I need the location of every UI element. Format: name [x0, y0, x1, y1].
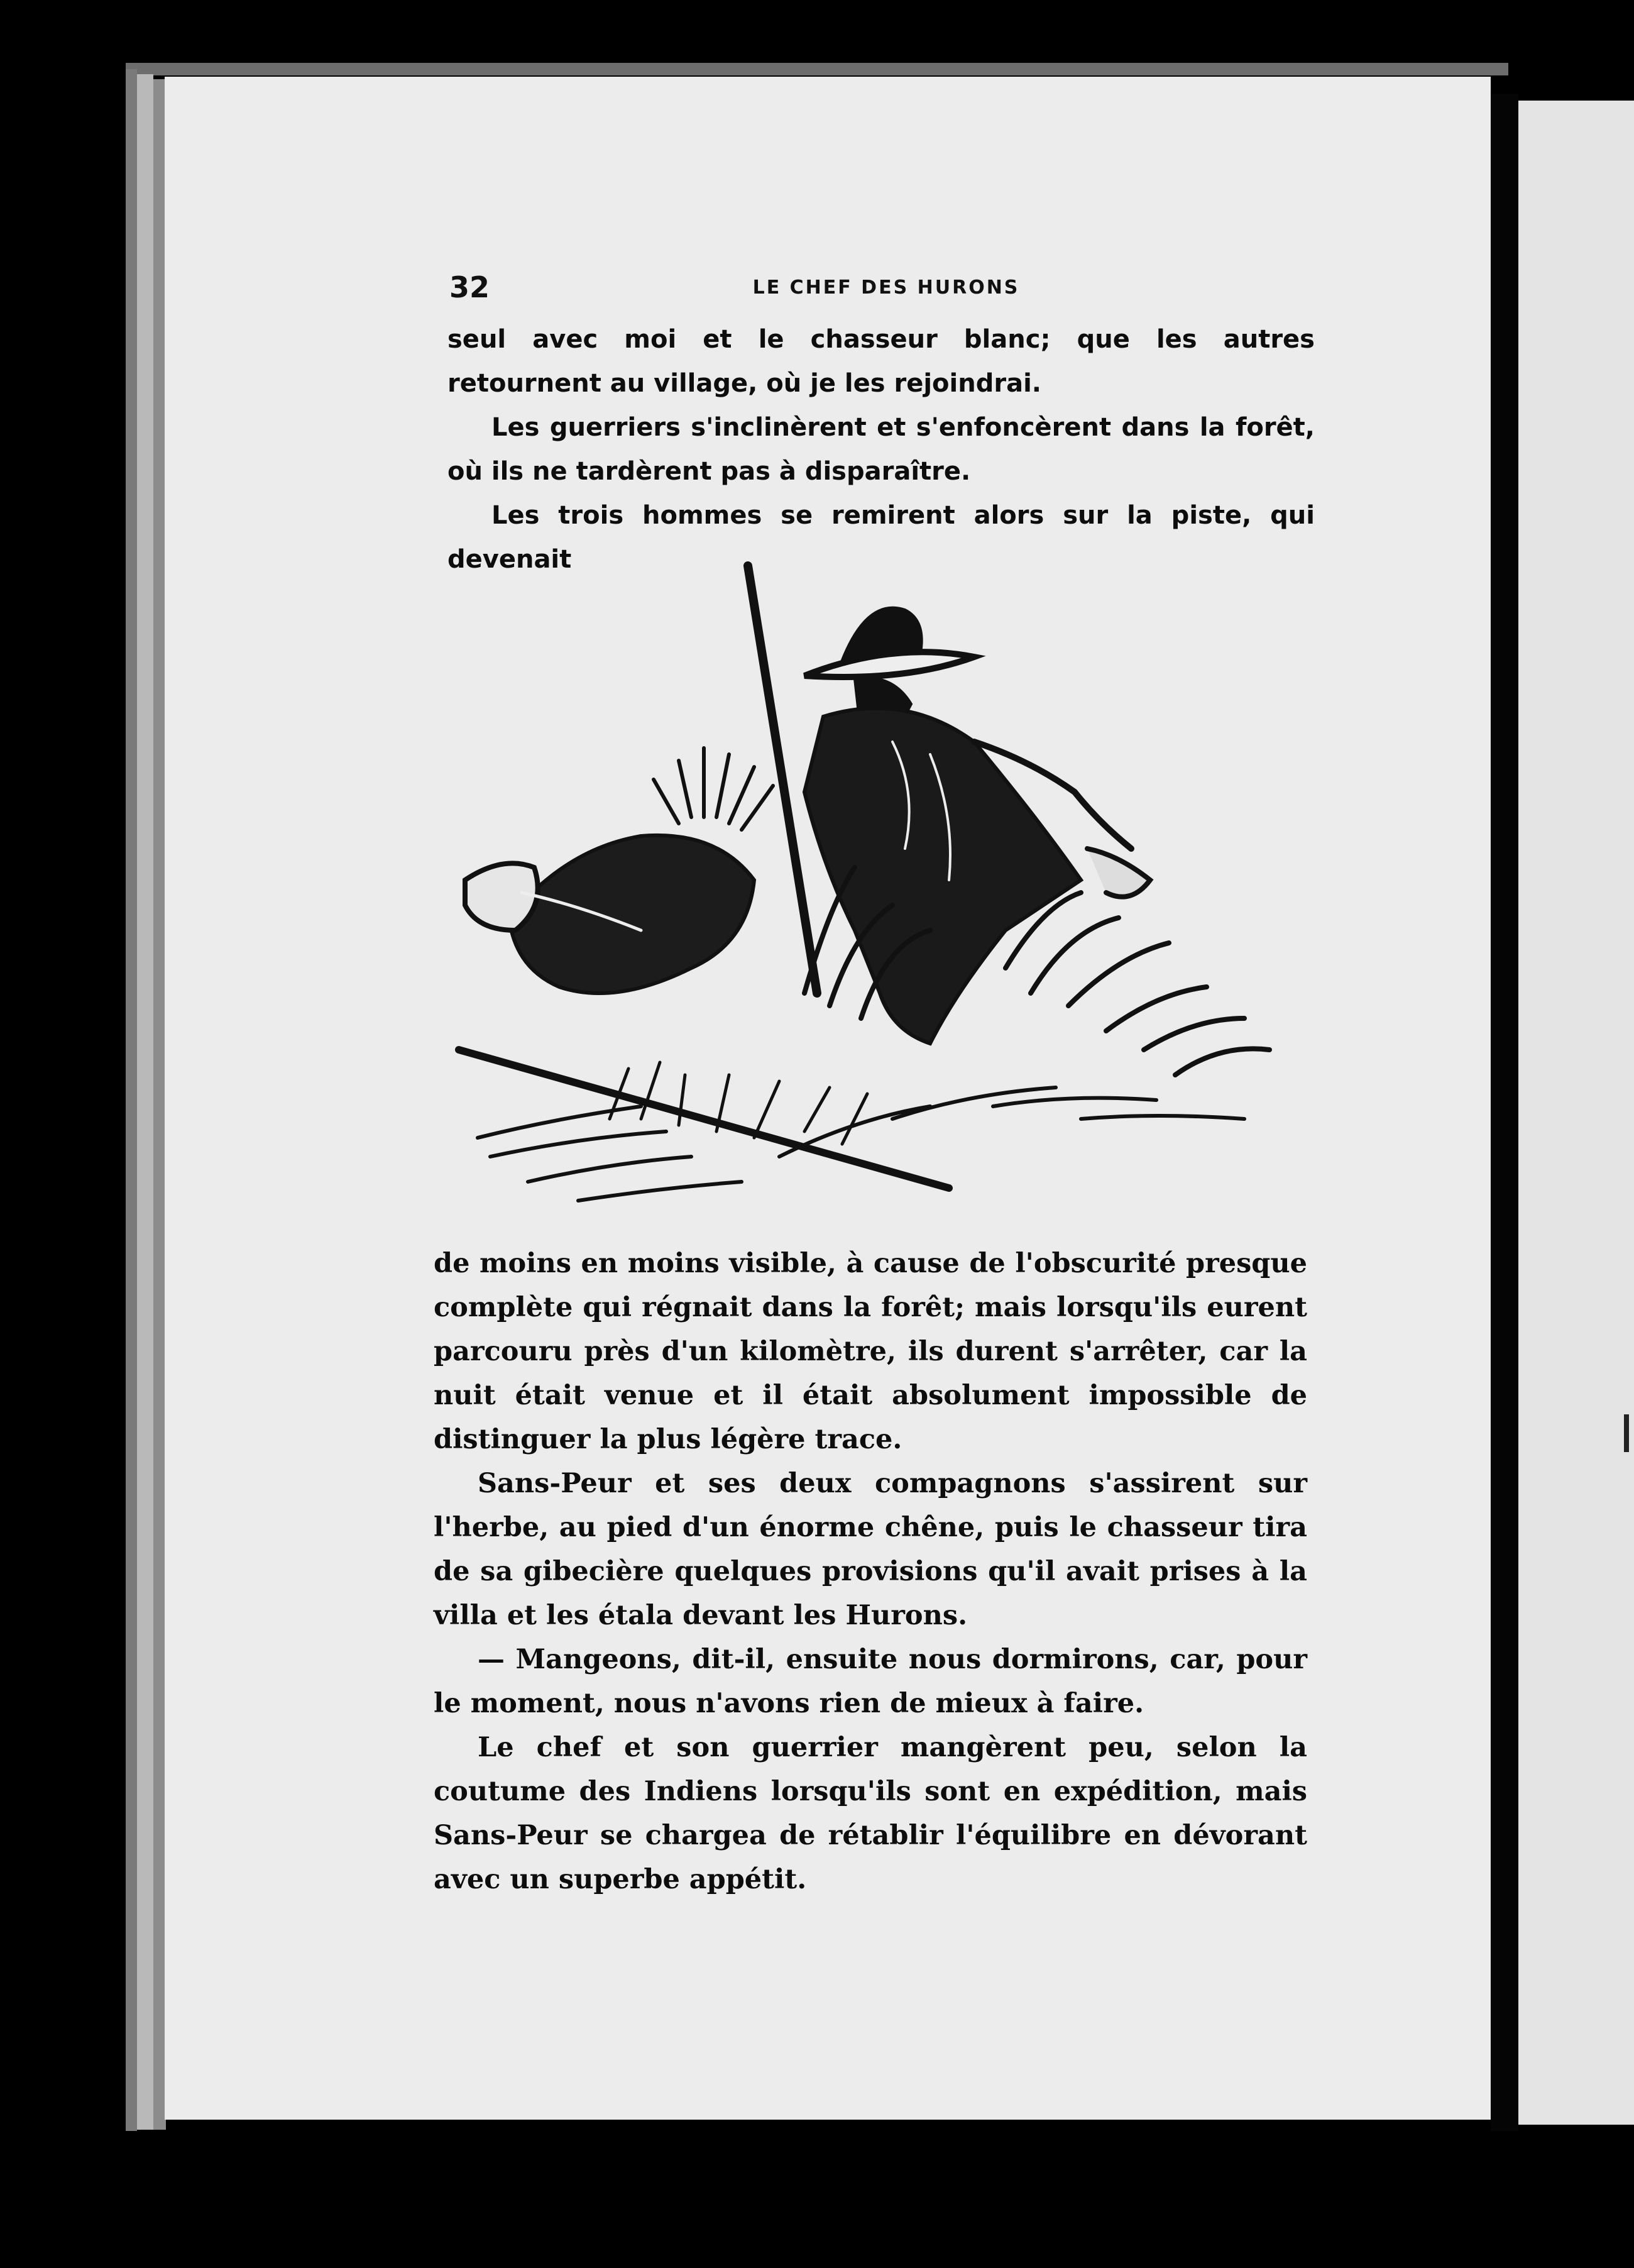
- cloaked-body: [804, 708, 1081, 1043]
- hat-brim: [804, 652, 974, 677]
- text-block-top: [447, 317, 1315, 581]
- hand: [1087, 849, 1150, 897]
- paragraph: Les guerriers s'inclinèrent et s'enfoncèrent dans la forêt, où ils ne tardèrent pas à disparaître.: [447, 413, 1315, 486]
- facing-page-mark: [1624, 1414, 1629, 1452]
- book-gutter: [1491, 94, 1518, 2131]
- page-stack-top-edge: [126, 63, 1508, 75]
- text-block-bottom: [434, 1241, 1307, 1902]
- page-stack-edge: [153, 79, 166, 2130]
- running-head: [449, 270, 1323, 308]
- head-of-crouching-figure: [465, 863, 538, 930]
- page-stack-edge: [137, 74, 153, 2130]
- paragraph: Le chef et son guerrier mangèrent peu, selon la coutume des Indiens lorsqu'ils sont en expédition, mais Sans-Peur se chargea de rétablir l'équilibre en dévorant avec un superbe appétit.: [434, 1732, 1307, 1895]
- facing-page-edge: [1518, 101, 1634, 2125]
- feather-headdress: [654, 748, 773, 830]
- crouching-figure: [509, 835, 754, 993]
- paragraph: Les trois hommes se remirent alors sur la piste, qui devenait: [447, 501, 1315, 574]
- paragraph: — Mangeons, dit-il, ensuite nous dormirons, car, pour le moment, nous n'avons rien de mieux à faire.: [434, 1644, 1307, 1719]
- paragraph: Sans-Peur et ses deux compagnons s'assirent sur l'herbe, au pied d'un énorme chêne, puis le chasseur tira de sa gibecière quelques provisions qu'il avait prises à la villa et les étala devant les Hurons.: [434, 1468, 1307, 1631]
- paragraph: de moins en moins visible, à cause de l'obscurité presque complète qui régnait dans la forêt; mais lorsqu'ils eurent parcouru près d'un kilomètre, ils durent s'arrêter, car la nuit était venue et il était absolument impossible de distinguer la plus légère trace.: [434, 1248, 1307, 1455]
- paragraph: seul avec moi et le chasseur blanc; que les autres retournent au village, où je les rejoindrai.: [447, 325, 1315, 398]
- illustration-hunter-and-huron: [452, 553, 1320, 1226]
- page-number: 32: [449, 270, 490, 304]
- running-title: LE CHEF DES HURONS: [752, 277, 1020, 299]
- page-stack-edge: [126, 69, 137, 2131]
